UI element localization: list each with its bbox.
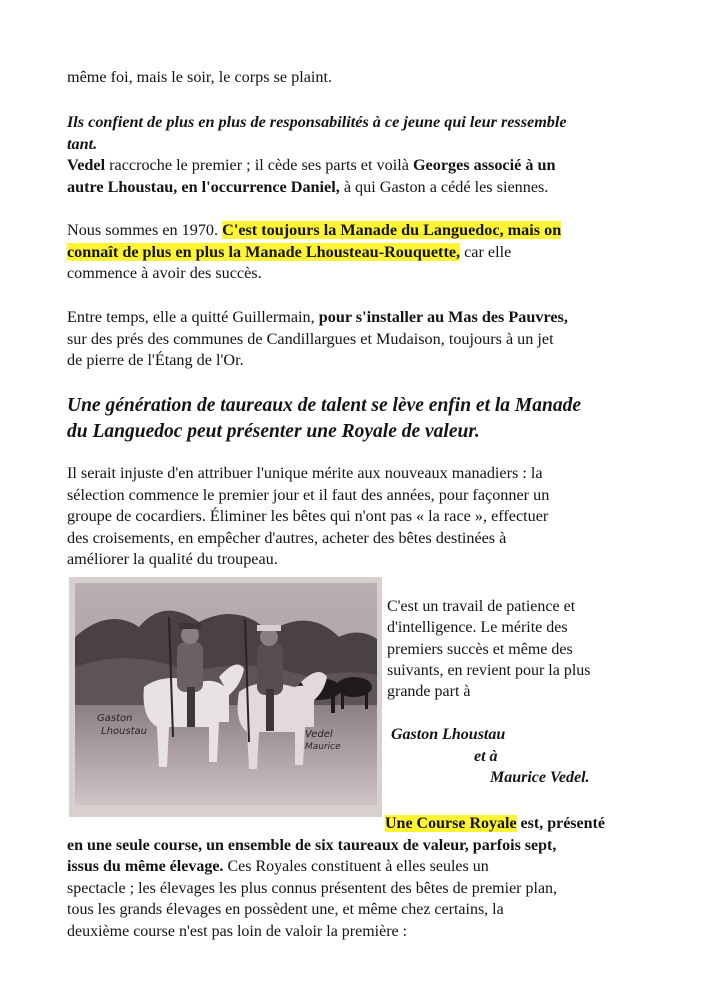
heading-line: du Languedoc peut présenter une Royale de valeur. [67, 421, 480, 442]
text-line: améliorer la qualité du troupeau. [67, 550, 278, 568]
text-line: Vedel raccroche le premier ; il cède ses parts et voilà Georges associé à un [67, 156, 556, 174]
text-line: autre Lhoustau, en l'occurrence Daniel, à qui Gaston a cédé les siennes. [67, 177, 549, 196]
text-line: des croisements, en empêcher d'autres, acheter des bêtes destinées à [67, 528, 507, 547]
paragraph-1970 [67, 220, 657, 285]
riders-photograph [69, 577, 382, 817]
paragraph-selection [67, 463, 657, 571]
paragraph-mas-des-pauvres [67, 307, 657, 372]
photo-caption-right: Vedel [305, 729, 333, 740]
highlighted-text: connaît de plus en plus la Manade Lhousteau-Rouquette, [67, 242, 461, 261]
text-line: commence à avoir des succès. [67, 264, 262, 282]
section-heading [67, 393, 667, 445]
text-line: connaît de plus en plus la Manade Lhousteau-Rouquette, car elle [67, 242, 512, 261]
text-line: de pierre de l'Étang de l'Or. [67, 351, 244, 369]
text-line: Une Course Royale est, présenté [385, 815, 605, 832]
text-line: deuxième course n'est pas loin de valoir la première : [67, 922, 408, 940]
photo-caption-left: Lhoustau [101, 726, 147, 737]
paragraph-vedel [67, 155, 657, 198]
paragraph-intro: même foi, mais le soir, le corps se plaint. [67, 68, 333, 86]
text-line: premiers succès et même des [387, 640, 573, 658]
text-line: d'intelligence. Le mérite des [387, 619, 568, 637]
highlighted-text: C'est toujours la Manade du Languedoc, mais on [222, 221, 562, 239]
text-line: C'est un travail de patience et [387, 598, 576, 615]
paragraph-responsibilities [67, 112, 657, 155]
text-line: sélection commence le premier jour et il faut des années, pour façonner un [67, 485, 550, 504]
text-line: sur des prés des communes de Candillargues et Mudaison, toujours à un jet [67, 329, 554, 348]
paragraph-course-royale [67, 813, 657, 942]
photo-caption-right: Maurice [305, 742, 341, 752]
text-line: tant. [67, 134, 98, 153]
photo-caption-left: Gaston [97, 713, 133, 724]
text-line: grande part à [387, 683, 471, 701]
text-line: suivants, en revient pour la plus [387, 661, 591, 679]
name-maurice: Maurice Vedel. [490, 769, 590, 786]
highlighted-text: Une Course Royale [385, 815, 517, 832]
text-line: groupe de cocardiers. Éliminer les bêtes qui n'ont pas « la race », effectuer [67, 507, 549, 525]
text-line: Entre temps, elle a quitté Guillermain, pour s'installer au Mas des Pauvres, [67, 308, 568, 326]
name-connector: et à [474, 748, 498, 765]
text-line: en une seule course, un ensemble de six taureaux de valeur, parfois sept, [67, 836, 557, 854]
text-line: Nous sommes en 1970. C'est toujours la Manade du Languedoc, mais on [67, 221, 562, 239]
text-line: spectacle ; les élevages les plus connus présentent des bêtes de premier plan, [67, 879, 558, 897]
text-line: issus du même élevage. Ces Royales constituent à elles seules un [67, 858, 489, 875]
text-line: Il serait injuste d'en attribuer l'unique mérite aux nouveaux manadiers : la [67, 464, 543, 482]
side-paragraph [387, 596, 591, 702]
text-line: Ils confient de plus en plus de responsabilités à ce jeune qui leur ressemble [67, 113, 567, 131]
heading-line: Une génération de taureaux de talent se lève enfin et la Manade [67, 395, 582, 416]
text-line: tous les grands élevages en possèdent une, et même chez certains, la [67, 901, 504, 918]
name-gaston: Gaston Lhoustau [391, 726, 506, 743]
